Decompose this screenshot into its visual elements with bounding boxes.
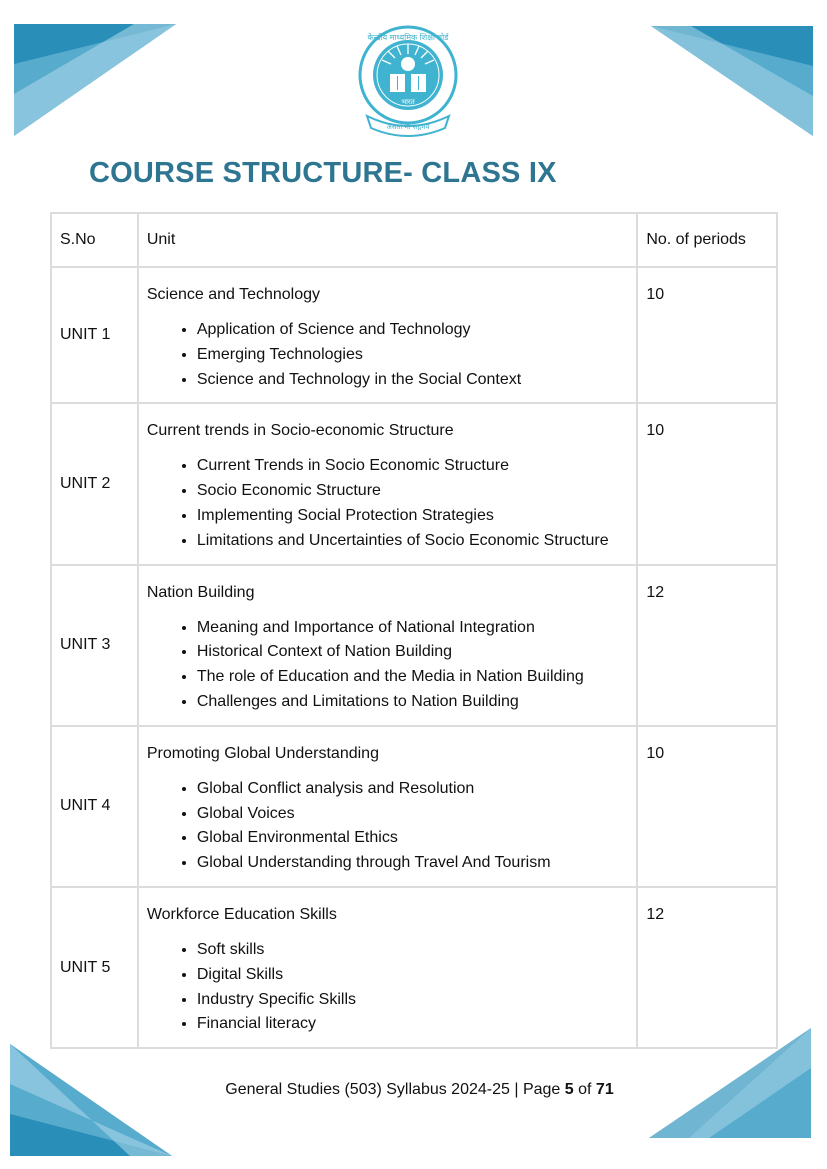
unit-title: Promoting Global Understanding <box>146 744 379 762</box>
list-item: • Current Trends in Socio Economic Structure <box>197 454 628 479</box>
periods-cell <box>637 565 777 726</box>
periods-cell <box>637 403 777 564</box>
list-item: • Global Understanding through Travel And Tourism <box>197 851 628 876</box>
unit-number: UNIT 5 <box>51 887 138 1048</box>
list-item: • Industry Specific Skills <box>197 988 628 1013</box>
page-total: 71 <box>595 1081 614 1098</box>
list-item: • Socio Economic Structure <box>197 479 628 504</box>
logo-top-text: केन्द्रीय माध्यमिक शिक्षा बोर्ड <box>367 33 449 42</box>
list-item: • Historical Context of Nation Building <box>197 640 628 665</box>
unit-number: UNIT 4 <box>51 726 138 887</box>
corner-decoration-bottom-left <box>10 1044 172 1156</box>
list-item: • Financial literacy <box>197 1012 628 1037</box>
page-title: COURSE STRUCTURE- CLASS IX <box>89 157 557 189</box>
topic-list <box>147 454 628 553</box>
topic-list <box>147 777 628 876</box>
periods-cell <box>637 267 777 403</box>
footer-of: of <box>578 1081 592 1098</box>
topic-list <box>147 318 628 392</box>
topic-list <box>147 616 628 715</box>
page-number: 5 <box>564 1081 574 1098</box>
topic-list <box>147 938 628 1037</box>
unit-cell <box>138 565 637 726</box>
corner-decoration-top-right <box>651 26 813 136</box>
header-unit: Unit <box>138 213 637 267</box>
periods-value: 10 <box>646 422 665 440</box>
list-item: • Application of Science and Technology <box>197 318 628 343</box>
header-periods: No. of periods <box>637 213 777 267</box>
unit-number: UNIT 3 <box>51 565 138 726</box>
unit-title: Workforce Education Skills <box>146 905 337 923</box>
course-structure-table <box>50 212 778 1049</box>
unit-number: UNIT 2 <box>51 403 138 564</box>
header-sno: S.No <box>51 213 138 267</box>
unit-cell <box>138 726 637 887</box>
list-item: • Challenges and Limitations to Nation Building <box>197 690 628 715</box>
logo-ribbon-text: असतो मा सद्गमय <box>386 123 430 131</box>
table-row <box>51 887 777 1048</box>
periods-value: 10 <box>646 286 665 303</box>
page-footer <box>0 1081 827 1099</box>
unit-cell <box>138 267 637 403</box>
list-item: • The role of Education and the Media in Nation Building <box>197 665 628 690</box>
unit-number: UNIT 1 <box>51 267 138 403</box>
list-item: • Implementing Social Protection Strategies <box>197 504 628 529</box>
list-item: • Science and Technology in the Social Context <box>197 368 628 393</box>
list-item: • Digital Skills <box>197 963 628 988</box>
cbse-logo <box>357 24 459 140</box>
table-header-row <box>51 213 777 267</box>
unit-title: Science and Technology <box>146 286 321 303</box>
list-item: • Emerging Technologies <box>197 343 628 368</box>
list-item: • Meaning and Importance of National Integration <box>197 616 628 641</box>
list-item: • Limitations and Uncertainties of Socio Economic Structure <box>197 529 628 554</box>
periods-cell <box>637 887 777 1048</box>
list-item: • Soft skills <box>197 938 628 963</box>
unit-title: Current trends in Socio-economic Structure <box>146 422 454 440</box>
list-item: • Global Voices <box>197 802 628 827</box>
table-row <box>51 726 777 887</box>
logo-middle-text: भारत <box>401 98 415 106</box>
periods-value: 12 <box>646 905 665 923</box>
footer-text: General Studies (503) Syllabus 2024-25 | Page <box>225 1081 561 1098</box>
table-row <box>51 267 777 403</box>
unit-cell <box>138 887 637 1048</box>
table-row <box>51 403 777 564</box>
unit-cell <box>138 403 637 564</box>
corner-decoration-top-left <box>14 24 176 136</box>
list-item: • Global Environmental Ethics <box>197 826 628 851</box>
periods-cell <box>637 726 777 887</box>
list-item: • Global Conflict analysis and Resolution <box>197 777 628 802</box>
periods-value: 12 <box>646 583 665 601</box>
periods-value: 10 <box>646 744 665 762</box>
table-row <box>51 565 777 726</box>
unit-title: Nation Building <box>146 583 255 601</box>
